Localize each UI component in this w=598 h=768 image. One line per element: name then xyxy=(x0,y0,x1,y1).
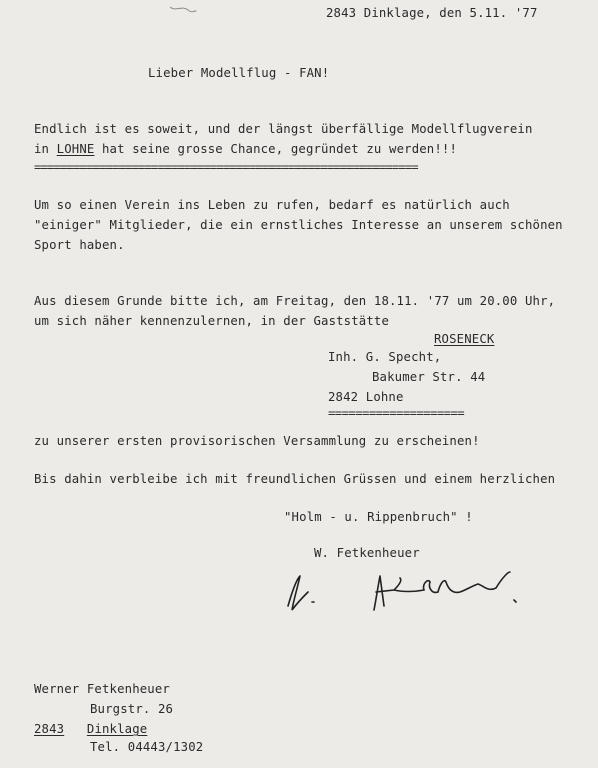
para2-line2: "einiger" Mitglieder, die ein ernstliches Interesse an unserem schönen xyxy=(34,218,563,232)
pencil-mark xyxy=(168,4,198,14)
para1-line2 xyxy=(34,142,457,156)
para4: zu unserer ersten provisorischen Versammlung zu erscheinen! xyxy=(34,434,480,448)
sender-street: Burgstr. 26 xyxy=(90,702,174,716)
greeting: "Holm - u. Rippenbruch" ! xyxy=(284,510,473,524)
salutation: Lieber Modellflug - FAN! xyxy=(148,66,330,80)
para1-rule: =========================================================== xyxy=(34,160,418,174)
para5: Bis dahin verbleibe ich mit freundlichen Grüssen und einem herzlichen xyxy=(34,472,556,486)
para2-line3: Sport haben. xyxy=(34,238,125,252)
sender-postcode: 2843 xyxy=(34,722,65,736)
para3-line1: Aus diesem Grunde bitte ich, am Freitag, den 18.11. '77 um 20.00 Uhr, xyxy=(34,294,556,308)
para1-line1: Endlich ist es soweit, und der längst überfällige Modellflugverein xyxy=(34,122,533,136)
para1-line2-prefix: in xyxy=(34,142,57,156)
venue-owner: Inh. G. Specht, xyxy=(328,350,442,364)
para2-line1: Um so einen Verein ins Leben zu rufen, bedarf es natürlich auch xyxy=(34,198,510,212)
sender-name: Werner Fetkenheuer xyxy=(34,682,170,696)
sender-phone: Tel. 04443/1302 xyxy=(90,740,204,754)
sender-city-line xyxy=(34,722,147,736)
venue-city: 2842 Lohne xyxy=(328,390,404,404)
signer-name: W. Fetkenheuer xyxy=(314,546,420,560)
venue-name: ROSENECK xyxy=(434,332,495,346)
place-lohne: LOHNE xyxy=(56,142,95,156)
venue-rule: ==================== xyxy=(328,406,465,420)
handwritten-signature xyxy=(282,562,542,622)
venue-street: Bakumer Str. 44 xyxy=(372,370,486,384)
para3-line2: um sich näher kennenzulernen, in der Gaststätte xyxy=(34,314,390,328)
para1-line2-rest: hat seine grosse Chance, gegründet zu werden!!! xyxy=(94,142,458,156)
place-date: 2843 Dinklage, den 5.11. '77 xyxy=(326,6,538,20)
sender-city: Dinklage xyxy=(86,722,148,736)
